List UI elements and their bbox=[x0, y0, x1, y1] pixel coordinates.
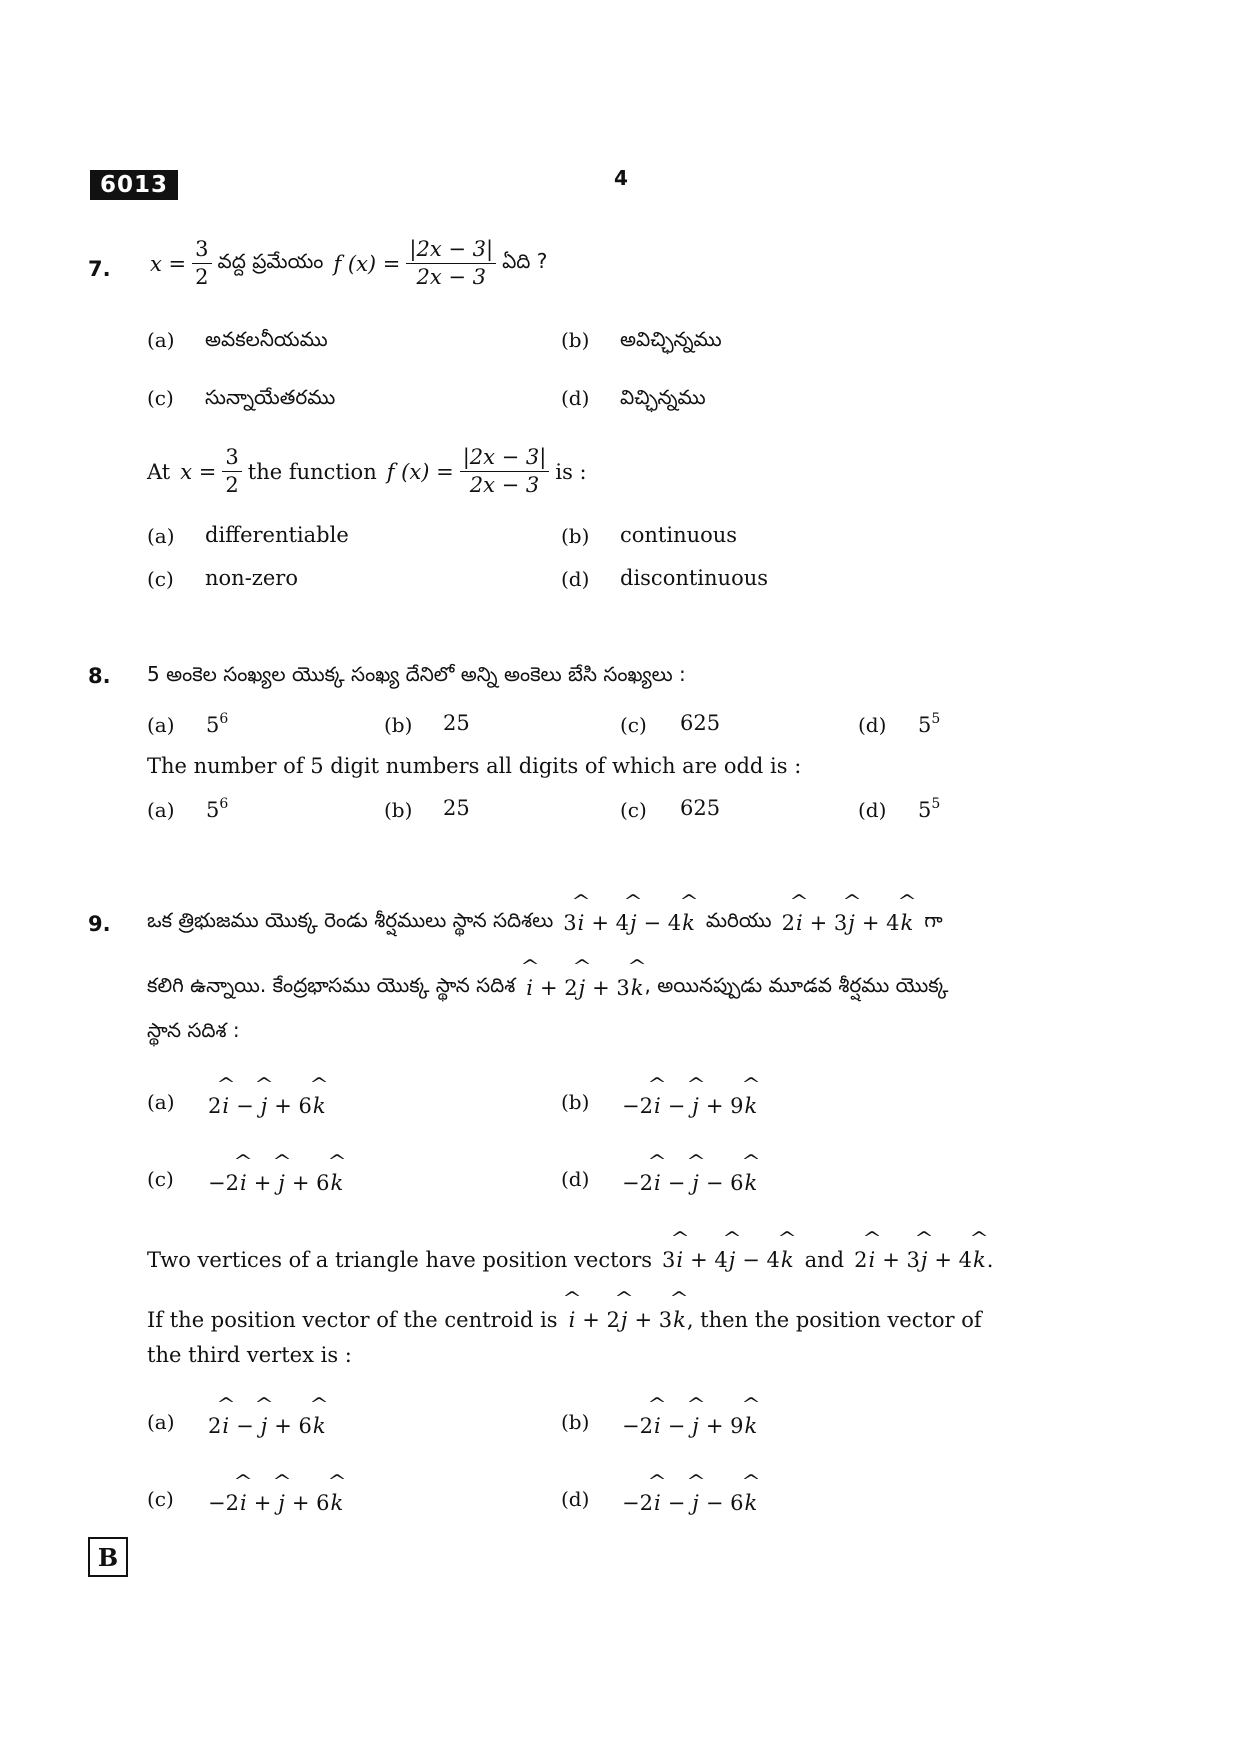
question-7-number: 7. bbox=[88, 257, 111, 281]
fraction-three-halves bbox=[222, 446, 241, 497]
question-8-number: 8. bbox=[88, 664, 111, 688]
option-value: 625 bbox=[680, 711, 721, 735]
option-label: (a) bbox=[147, 798, 175, 822]
option-vector: −2 ^ i − ^ j − 6 ^ k bbox=[622, 1171, 758, 1195]
option-text: non-zero bbox=[205, 566, 298, 590]
fraction-numerator: 3 bbox=[192, 238, 211, 264]
english-text: is : bbox=[555, 459, 587, 484]
booklet-series-badge: B bbox=[88, 1537, 128, 1577]
fraction-denominator: 2x − 3 bbox=[416, 265, 486, 290]
option-label: (c) bbox=[620, 798, 647, 822]
question-9-english-line-2: If the position vector of the centroid is ^ i + 2 ^ j + 3 ^ k , then the position vector of bbox=[147, 1308, 982, 1332]
option-label: (a) bbox=[147, 1090, 175, 1114]
telugu-text: కలిగి ఉన్నాయి. కేంద్రభాసము యొక్క స్థాన సదిశ bbox=[147, 973, 516, 997]
option-value: 25 bbox=[443, 711, 470, 735]
function-fraction bbox=[406, 238, 496, 289]
fraction-denominator: 2x − 3 bbox=[469, 473, 540, 498]
option-value: $5^5$ bbox=[918, 711, 941, 737]
question-8-english-stem: The number of 5 digit numbers all digits of which are odd is : bbox=[147, 754, 802, 778]
unit-vector-i: ^ i bbox=[577, 911, 586, 935]
page-number: 4 bbox=[614, 166, 628, 190]
option-value: $5^6$ bbox=[206, 711, 229, 737]
x-equals: x = bbox=[180, 459, 217, 484]
option-label: (d) bbox=[561, 1487, 590, 1511]
question-7-telugu-stem bbox=[150, 238, 547, 289]
telugu-text: వద్ద ప్రమేయం bbox=[217, 249, 324, 274]
function-label: f (x) = bbox=[333, 251, 401, 276]
option-label: (d) bbox=[858, 713, 887, 737]
option-text: విచ్ఛిన్నము bbox=[620, 385, 706, 409]
option-label: (c) bbox=[620, 713, 647, 737]
question-9-english-line-1: Two vertices of a triangle have position vectors 3 ^ i + 4 ^ j − 4 ^ k and 2 ^ i + 3 ^ j + 4 ^ k . bbox=[147, 1248, 993, 1272]
option-vector: −2 ^ i + ^ j + 6 ^ k bbox=[208, 1171, 344, 1195]
option-text: అవకలనీయము bbox=[205, 327, 328, 351]
option-text: differentiable bbox=[205, 523, 349, 547]
option-label: (d) bbox=[561, 567, 590, 591]
english-text: Two vertices of a triangle have position vectors bbox=[147, 1248, 653, 1272]
function-label: f (x) = bbox=[386, 459, 454, 484]
unit-vector-k: ^ k bbox=[681, 911, 696, 935]
paper-code-badge: 6013 bbox=[90, 170, 178, 200]
telugu-text: ఏది ? bbox=[502, 249, 548, 274]
question-9-number: 9. bbox=[88, 912, 111, 936]
english-text: and bbox=[804, 1248, 845, 1272]
option-label: (a) bbox=[147, 1410, 175, 1434]
x-equals: x = bbox=[150, 251, 187, 276]
option-text: discontinuous bbox=[620, 566, 769, 590]
option-label: (c) bbox=[147, 1487, 174, 1511]
option-label: (a) bbox=[147, 328, 175, 352]
fraction-three-halves bbox=[192, 238, 211, 289]
option-value: $5^6$ bbox=[206, 796, 229, 822]
unit-vector-k: ^ k bbox=[630, 976, 645, 1000]
option-label: (d) bbox=[561, 1167, 590, 1191]
option-vector: −2 ^ i − ^ j + 9 ^ k bbox=[622, 1094, 758, 1118]
telugu-text: మరియు bbox=[705, 908, 772, 932]
option-label: (c) bbox=[147, 567, 174, 591]
unit-vector-j: ^ j bbox=[578, 976, 587, 1000]
option-value: 625 bbox=[680, 796, 721, 820]
question-9-telugu-line-1: ఒక త్రిభుజము యొక్క రెండు శీర్షములు స్థాన సదిశలు 3 ^ i + 4 ^ j − 4 ^ k మరియు 2 ^ i + 3 ^ j + 4 ^ k గా bbox=[147, 908, 943, 937]
option-text: continuous bbox=[620, 523, 738, 547]
option-label: (b) bbox=[561, 524, 590, 548]
fraction-denominator: 2 bbox=[225, 473, 239, 498]
telugu-text: , అయినప్పుడు మూడవ శీర్షము యొక్క bbox=[644, 973, 949, 997]
fraction-numerator: 3 bbox=[222, 446, 241, 472]
option-vector: 2 ^ i − ^ j + 6 ^ k bbox=[208, 1094, 327, 1118]
option-label: (d) bbox=[561, 386, 590, 410]
unit-vector-i: ^ i bbox=[525, 976, 534, 1000]
option-value: $5^5$ bbox=[918, 796, 941, 822]
option-value: 25 bbox=[443, 796, 470, 820]
question-9-telugu-line-2: కలిగి ఉన్నాయి. కేంద్రభాసము యొక్క స్థాన సదిశ ^ i + 2 ^ j + 3 ^ k , అయినప్పుడు మూడవ శీర్షము యొక్క bbox=[147, 973, 948, 1002]
fraction-numerator: |2x − 3| bbox=[406, 238, 496, 264]
question-9-telugu-line-3: స్థాన సదిశ : bbox=[147, 1018, 240, 1042]
unit-vector-j: ^ j bbox=[847, 911, 856, 935]
option-vector: −2 ^ i − ^ j − 6 ^ k bbox=[622, 1491, 758, 1515]
option-label: (d) bbox=[858, 798, 887, 822]
option-label: (b) bbox=[561, 328, 590, 352]
english-text: the function bbox=[247, 459, 377, 484]
option-label: (c) bbox=[147, 1167, 174, 1191]
fraction-denominator: 2 bbox=[195, 265, 209, 290]
unit-vector-j: ^ j bbox=[629, 911, 638, 935]
option-text: సున్నాయేతరము bbox=[205, 385, 336, 409]
telugu-text: ఒక త్రిభుజము యొక్క రెండు శీర్షములు స్థాన సదిశలు bbox=[147, 908, 554, 932]
at-word: At bbox=[147, 459, 171, 484]
question-8-telugu-stem: 5 అంకెల సంఖ్యల యొక్క సంఖ్య దేనిలో అన్ని అంకెలు బేసి సంఖ్యలు : bbox=[147, 662, 686, 686]
option-text: అవిచ్ఛిన్నము bbox=[620, 327, 722, 351]
option-label: (a) bbox=[147, 524, 175, 548]
unit-vector-k: ^ k bbox=[899, 911, 914, 935]
option-label: (b) bbox=[561, 1090, 590, 1114]
english-text: If the position vector of the centroid is bbox=[147, 1308, 558, 1332]
option-vector: 2 ^ i − ^ j + 6 ^ k bbox=[208, 1414, 327, 1438]
option-vector: −2 ^ i − ^ j + 9 ^ k bbox=[622, 1414, 758, 1438]
option-vector: −2 ^ i + ^ j + 6 ^ k bbox=[208, 1491, 344, 1515]
option-label: (b) bbox=[561, 1410, 590, 1434]
telugu-text: గా bbox=[924, 908, 943, 932]
option-label: (a) bbox=[147, 713, 175, 737]
option-label: (b) bbox=[384, 798, 413, 822]
option-label: (b) bbox=[384, 713, 413, 737]
function-fraction bbox=[460, 446, 550, 497]
question-7-english-stem bbox=[147, 446, 587, 497]
question-9-english-line-3: the third vertex is : bbox=[147, 1343, 352, 1367]
unit-vector-i: ^ i bbox=[795, 911, 804, 935]
english-text: , then the position vector of bbox=[686, 1308, 982, 1332]
fraction-numerator: |2x − 3| bbox=[460, 446, 550, 472]
option-label: (c) bbox=[147, 386, 174, 410]
